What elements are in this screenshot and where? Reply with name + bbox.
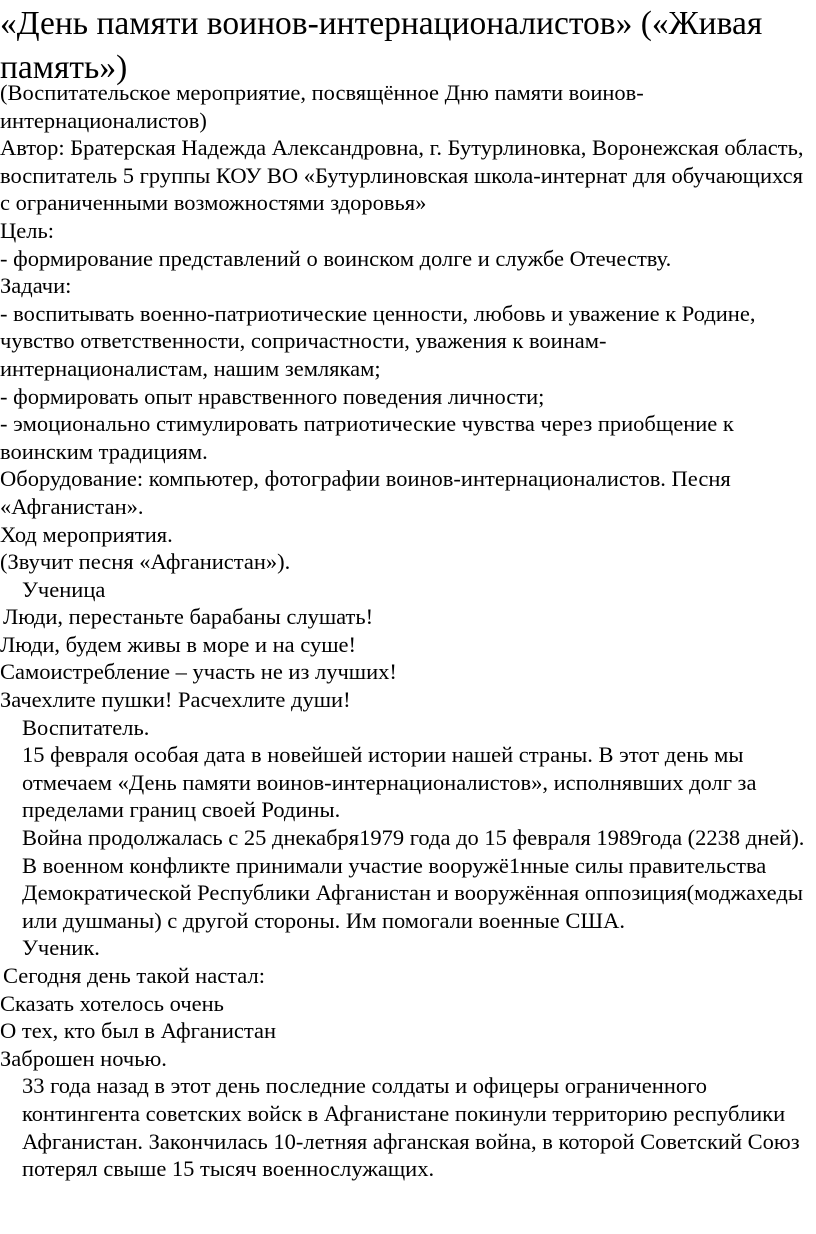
document-title: «День памяти воинов-интернационалистов» («Живая память») [0, 5, 763, 86]
paragraph: Ход мероприятия. [0, 521, 173, 547]
paragraph: (Воспитательское мероприятие, посвящённое Дню памяти воинов-интернационалистов) [0, 80, 644, 133]
paragraph: Заброшен ночью. [0, 1045, 167, 1071]
paragraph: Люди, перестаньте барабаны слушать! [3, 604, 374, 630]
paragraph: Ученик. [22, 935, 100, 961]
paragraph: Самоистребление – участь не из лучших! [0, 659, 397, 685]
paragraph: - формирование представлений о воинском долге и службе Отечеству. [0, 245, 672, 271]
paragraph: Ученица [22, 576, 106, 602]
paragraph: Сказать хотелось очень [0, 990, 224, 1016]
paragraph: О тех, кто был в Афганистан [0, 1018, 276, 1044]
paragraph: Цель: [0, 217, 54, 243]
paragraph: Сегодня день такой настал: [3, 963, 265, 988]
paragraph: 15 февраля особая дата в новейшей истории нашей страны. В этот день мы отмечаем «День памяти воинов-интернационалистов», исполнявших долг за пределами границ своей Родины. [22, 742, 757, 823]
paragraph: Автор: Братерская Надежда Александровна, г. Бутурлиновка, Воронежская область, воспитатель 5 группы КОУ ВО «Бутурлиновская школа-интернат для обучающихся с ограниченными возможностями здоровья» [0, 135, 804, 216]
paragraph: 33 года назад в этот день последние солдаты и офицеры ограниченного контингента советских войск в Афганистане покинули территорию республики Афганистан. Закончилась 10-летняя афганская война, в которой Советский Союз потерял свыше 15 тысяч военнослужащих. [22, 1073, 800, 1182]
paragraph: - эмоционально стимулировать патриотические чувства через приобщение к воинским традициям. [0, 411, 734, 464]
paragraph: Оборудование: компьютер, фотографии воинов-интернационалистов. Песня «Афганистан». [0, 466, 731, 519]
paragraph: (Звучит песня «Афганистан»). [0, 549, 291, 575]
document-body [0, 79, 812, 1183]
paragraph: Задачи: [0, 273, 72, 299]
paragraph: Зачехлите пушки! Расчехлите души! [0, 687, 351, 713]
paragraph: - воспитывать военно-патриотические ценности, любовь и уважение к Родине, чувство ответственности, сопричастности, уважения к воинам-интернационалистам, нашим землякам; [0, 300, 756, 381]
paragraph: - формировать опыт нравственного поведения личности; [0, 383, 545, 409]
paragraph: Воспитатель. [22, 714, 150, 740]
paragraph: Война продолжалась с 25 днекабря1979 года до 15 февраля 1989года (2238 дней). В военном конфликте принимали участие вооружё1нные силы правительства Демократической Республики Афганистан и вооружённая оппозиция(моджахеды или душманы) с другой стороны. Им помогали военные США. [22, 825, 805, 933]
paragraph: Люди, будем живы в море и на суше! [0, 631, 357, 657]
